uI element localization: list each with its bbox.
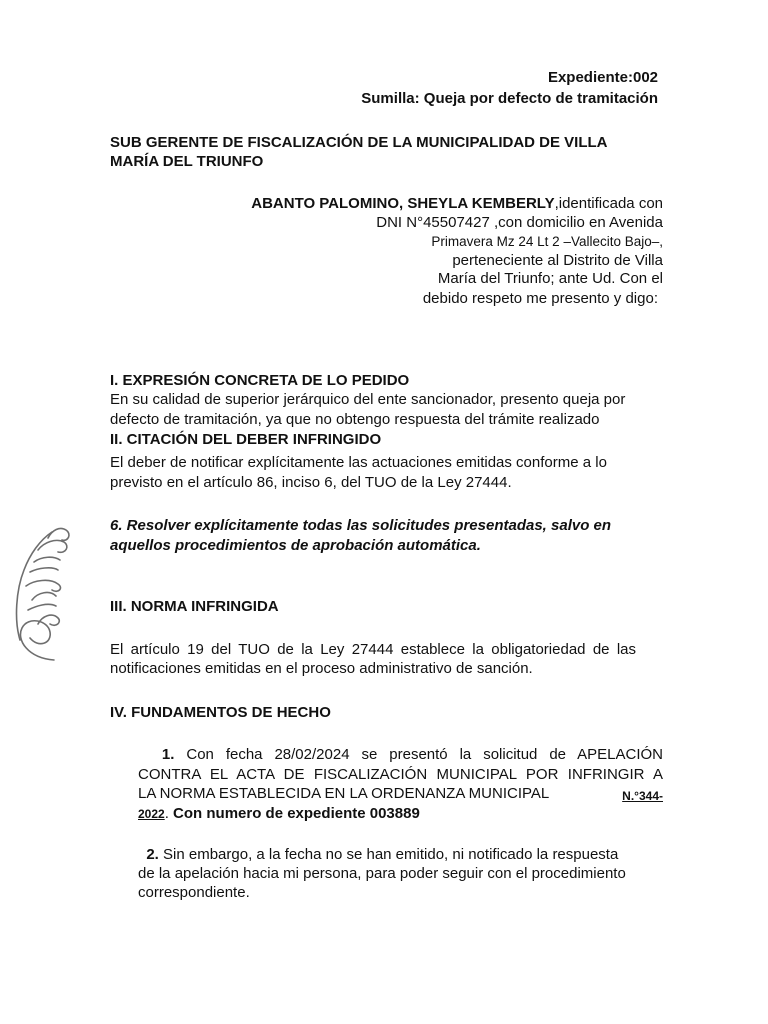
section-3-title: III. NORMA INFRINGIDA <box>110 598 279 615</box>
petitioner-name: ABANTO PALOMINO, SHEYLA KEMBERLY <box>251 195 555 212</box>
section-2-line-2: previsto en el artículo 86, inciso 6, del TUO de la Ley 27444. <box>110 474 512 491</box>
addressee-line-1: SUB GERENTE DE FISCALIZACIÓN DE LA MUNICIPALIDAD DE VILLA <box>110 134 608 151</box>
sumilla-label: Sumilla: Queja por defecto de tramitación <box>361 90 658 107</box>
quote-line-2: aquellos procedimientos de aprobación automática. <box>110 537 481 554</box>
section-3-line-1: El artículo 19 del TUO de la Ley 27444 establece la obligatoriedad de las <box>110 641 636 658</box>
handwritten-signature-icon <box>8 520 78 670</box>
ordinance-number-a: N.°344- <box>622 789 663 803</box>
addressee-line-2: MARÍA DEL TRIUNFO <box>110 153 264 170</box>
section-1-title: I. EXPRESIÓN CONCRETA DE LO PEDIDO <box>110 372 410 389</box>
fact-2-line-3: correspondiente. <box>138 884 250 901</box>
petitioner-line-4: perteneciente al Distrito de Villa <box>452 252 663 269</box>
section-2-line-1: El deber de notificar explícitamente las actuaciones emitidas conforme a lo <box>110 454 607 471</box>
ordinance-dot: . <box>164 805 169 822</box>
petitioner-line-1 <box>251 194 663 214</box>
section-4-title: IV. FUNDAMENTOS DE HECHO <box>110 704 331 721</box>
fact-1-number: 1. <box>161 746 175 763</box>
petitioner-line-5: María del Triunfo; ante Ud. Con el <box>437 270 663 287</box>
petitioner-id-text: ,identificada con <box>554 195 663 212</box>
expediente-label: Expediente:002 <box>547 69 658 86</box>
petitioner-line-3: Primavera Mz 24 Lt 2 –Vallecito Bajo–, <box>431 234 663 249</box>
fact-2-number: 2. <box>146 846 159 863</box>
quote-line-1: 6. Resolver explícitamente todas las solicitudes presentadas, salvo en <box>110 517 612 534</box>
section-3-line-2: notificaciones emitidas en el proceso administrativo de sanción. <box>110 660 533 677</box>
petitioner-line-2: DNI N°45507427 ,con domicilio en Avenida <box>376 214 663 231</box>
fact-1-text-3: LA NORMA ESTABLECIDA EN LA ORDENANZA MUNICIPAL <box>138 785 550 802</box>
section-2-title: II. CITACIÓN DEL DEBER INFRINGIDO <box>110 431 382 448</box>
fact-1-text-1: Con fecha 28/02/2024 se presentó la solicitud de APELACIÓN <box>186 746 663 763</box>
petitioner-line-6: debido respeto me presento y digo: <box>422 290 658 307</box>
fact-2-line-2: de la apelación hacia mi persona, para poder seguir con el procedimiento <box>138 865 626 882</box>
fact-1-line-4 <box>138 804 420 824</box>
ordinance-number-b: 2022 <box>138 807 165 821</box>
fact-2-text-1: Sin embargo, a la fecha no se han emitido, ni notificado la respuesta <box>163 846 619 863</box>
fact-1-line-2: CONTRA EL ACTA DE FISCALIZACIÓN MUNICIPAL POR INFRINGIR A <box>138 766 663 783</box>
section-1-line-2: defecto de tramitación, ya que no obtengo respuesta del trámite realizado <box>110 411 600 428</box>
fact-1-line-1 <box>138 745 663 765</box>
expediente-number: Con numero de expediente 003889 <box>168 805 420 822</box>
section-1-line-1: En su calidad de superior jerárquico del ente sancionador, presento queja por <box>110 391 626 408</box>
fact-2-line-1 <box>138 845 618 865</box>
fact-1-line-3 <box>138 784 663 804</box>
